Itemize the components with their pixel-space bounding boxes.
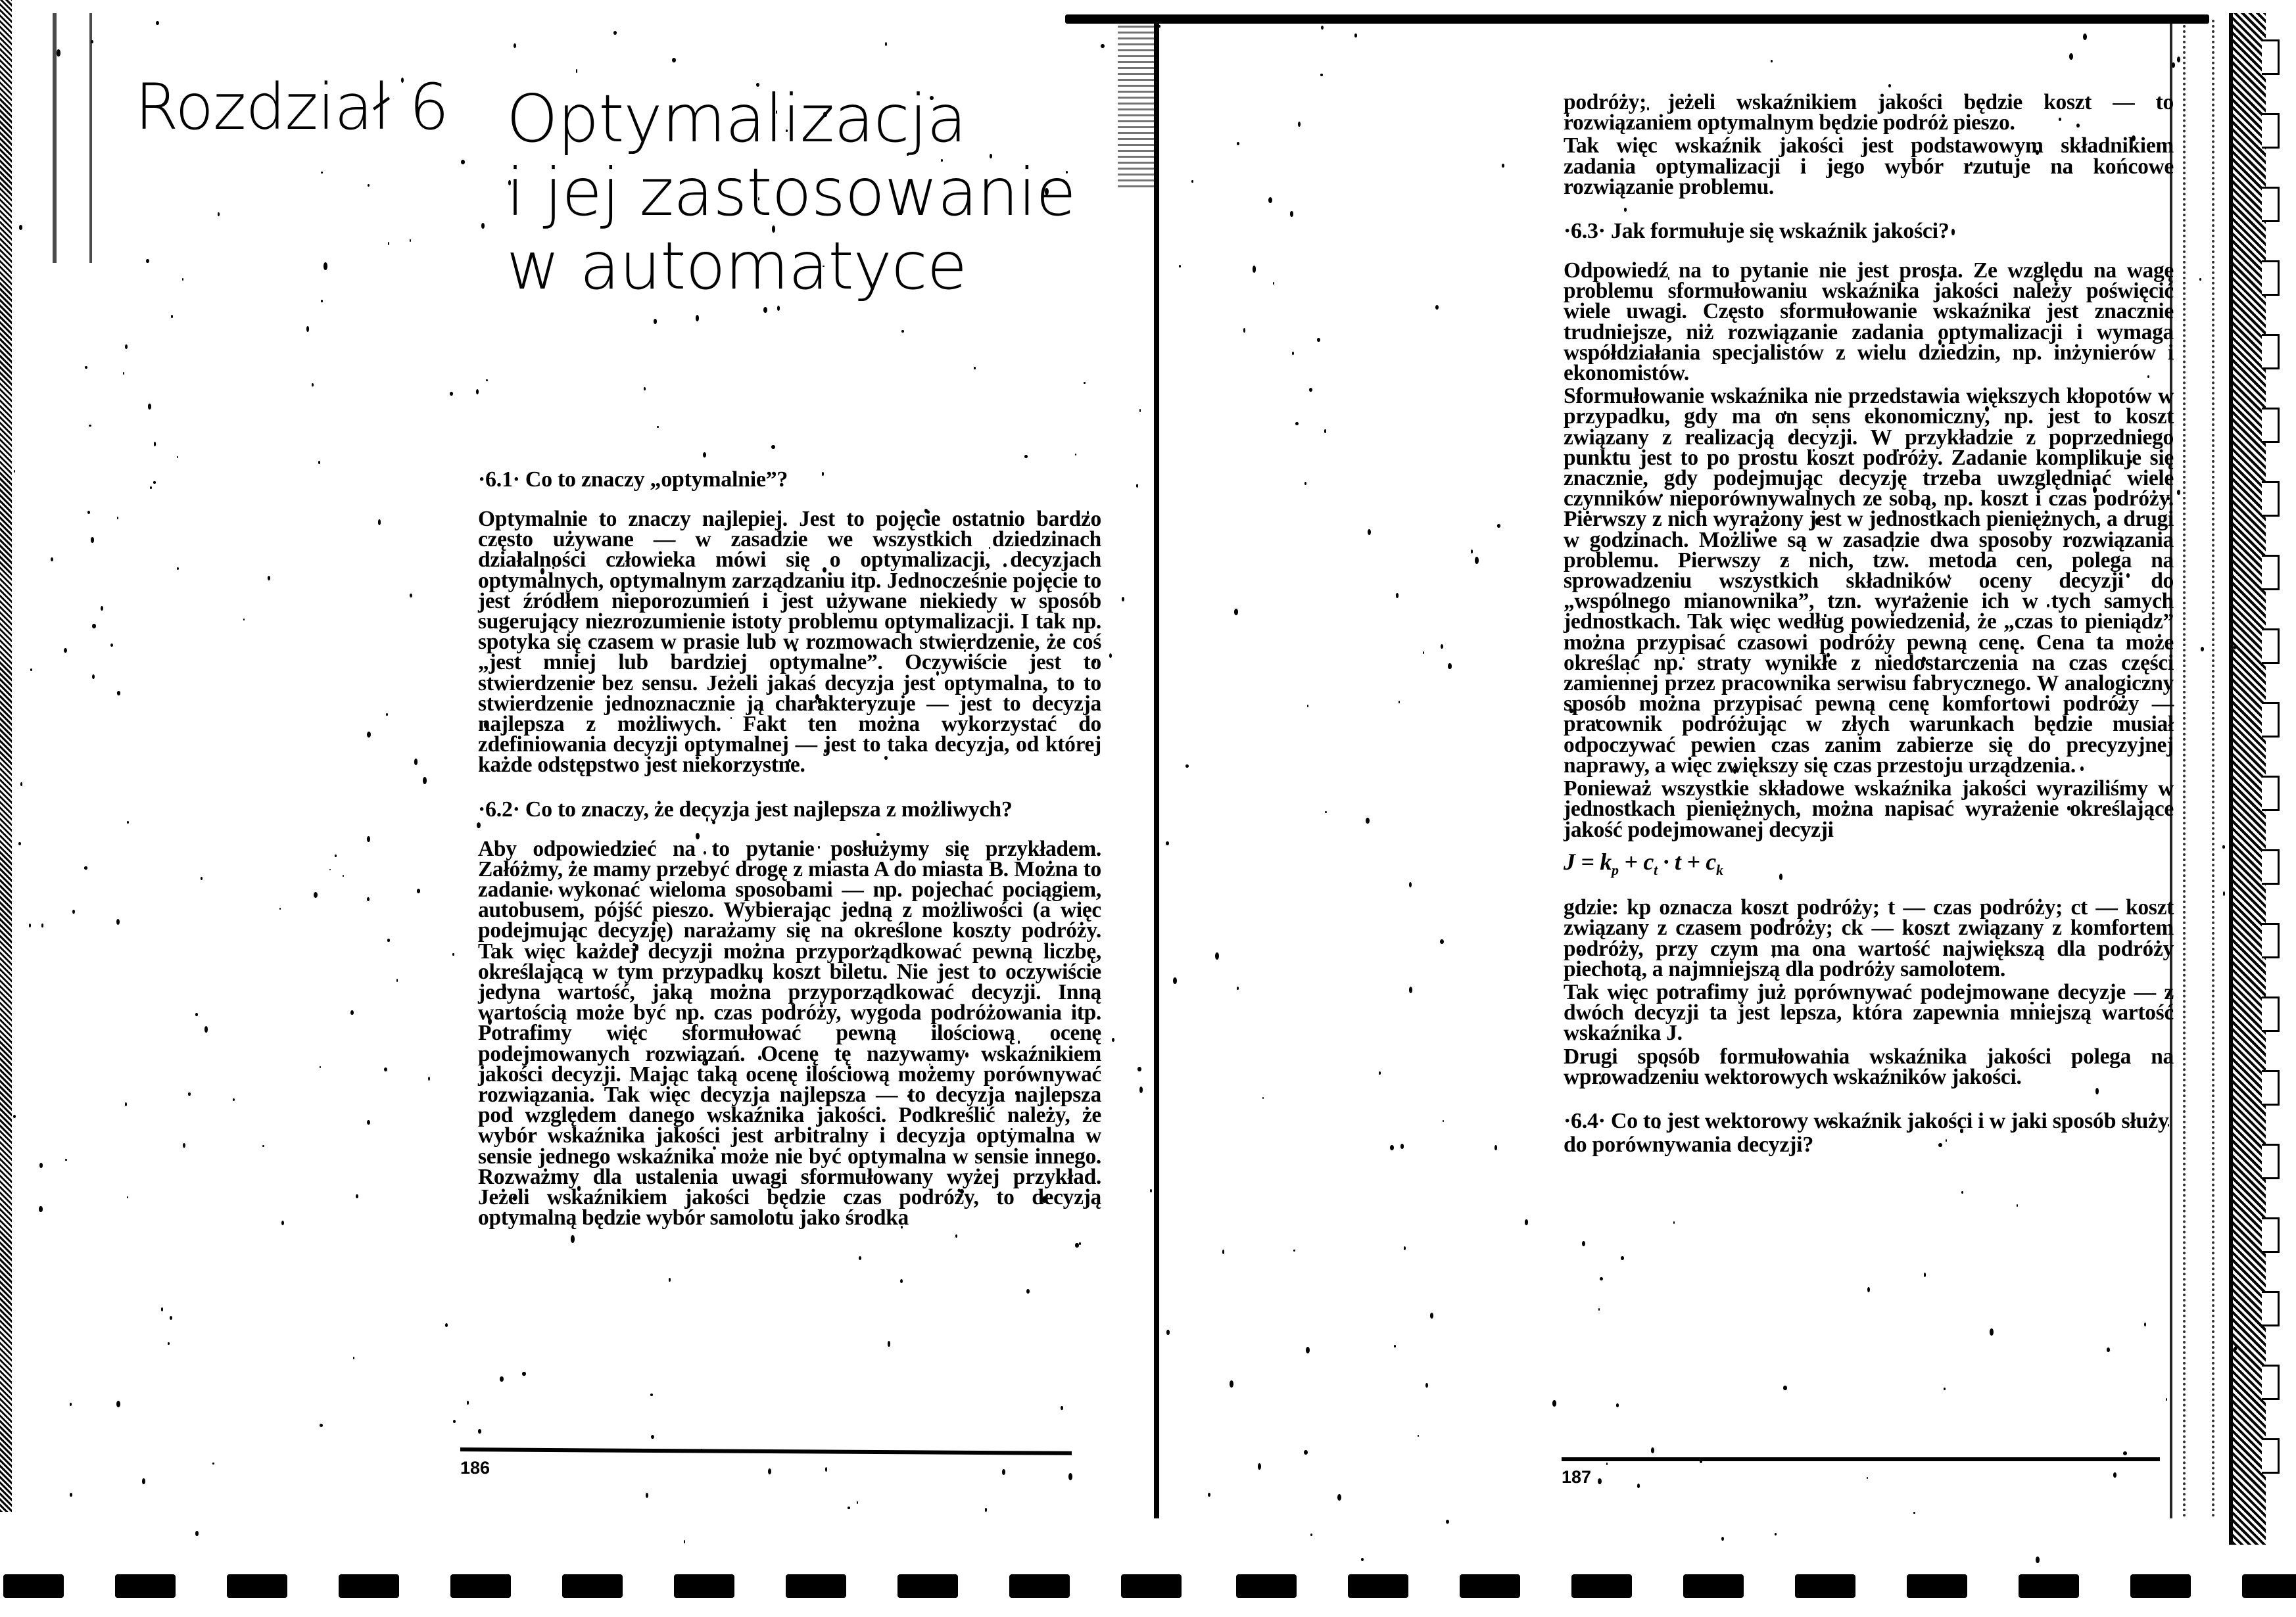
film-block <box>227 1574 287 1598</box>
index-tab <box>2262 187 2280 222</box>
section-heading-6-2: ·6.2· Co to znaczy, że decyzja jest najlepsza z możliwych? <box>478 797 1013 822</box>
paragraph: Drugi sposób formułowania wskaźnika jakości polega na wprowadzeniu wektorowych wskaźników jakości. <box>1564 1044 2174 1089</box>
footer-rule <box>1562 1457 2160 1461</box>
index-tab <box>2262 1144 2280 1179</box>
spine-shadow <box>1118 20 1156 191</box>
section-heading-6-3: ·6.3· Jak formułuje się wskaźnik jakości? <box>1564 219 1949 244</box>
index-tab <box>2262 555 2280 590</box>
film-block <box>897 1574 958 1598</box>
paragraph: Aby odpowiedzieć na to pytanie posłużymy się przykładem. Załóżmy, że mamy przebyć drogę z miasta A do miasta B. Można to zadanie wykonać wieloma sposobami — np. pojechać pociągiem, autobusem, pójść pieszo. Wybierając jedną z możliwości (a więc podejmując decyzję) narażamy się na określone koszty podróży. Tak więc każdej decyzji można przyporządkować pewną liczbę, określającą w tym przypadku koszt biletu. Nie jest to oczywiście jedyna wartość, jaką można przyporządkować decyzji. Inną wartością może być np. czas podróży, wygoda podróżowania itp. Potrafimy więc sformułować pewną ilościową ocenę podejmowanych rozwiązań. Ocenę tę nazywamy wskaźnikiem jakości decyzji. Mając taką ocenę ilościową możemy porównywać rozwiązania. Tak więc decyzja najlepsza — to decyzja najlepsza pod względem danego wskaźnika jakości. Podkreślić należy, że wybór wskaźnika jakości jest arbitralny i decyzja optymalna w sensie jednego wskaźnika może nie być optymalna w sensie innego. Rozważmy dla ustalenia uwagi sformułowany wyżej przykład. Jeżeli wskaźnikiem jakości będzie czas podróży, to decyzją optymalną będzie wybór samolotu jako środka <box>478 836 1101 1230</box>
scan-right-binding <box>2229 13 2266 1545</box>
paragraph: Tak więc wskaźnik jakości jest podstawowym składnikiem zadania optymalizacji i jego wybór rzutuje na końcowe rozwiązanie problemu. <box>1564 133 2174 199</box>
chapter-title-line: Optymalizacja <box>506 80 967 157</box>
scan-top-border <box>1065 14 2209 24</box>
index-tab <box>2262 702 2280 738</box>
film-block <box>1348 1574 1408 1598</box>
page-number: 186 <box>460 1458 490 1478</box>
index-tab <box>2262 996 2280 1032</box>
section-heading-6-1: ·6.1· Co to znaczy „optymalnie”? <box>478 467 788 492</box>
index-tab <box>2262 260 2280 296</box>
film-block <box>3 1574 64 1598</box>
chapter-title-line: w automatyce <box>506 227 967 304</box>
left-text-column <box>478 468 1101 1229</box>
film-block <box>1683 1574 1744 1598</box>
page-number: 187 <box>1562 1467 1592 1487</box>
index-tab <box>2262 1217 2280 1253</box>
paragraph: podróży; jeżeli wskaźnikiem jakości będzie koszt — to rozwiązaniem optymalnym będzie podróż pieszo. <box>1564 90 2174 135</box>
scan-right-binding-lines <box>2183 20 2214 1518</box>
book-spine <box>1154 20 1159 1518</box>
film-block <box>1571 1574 1632 1598</box>
chapter-title-line: i jej zastosowanie <box>506 154 1076 231</box>
film-block <box>562 1574 623 1598</box>
film-block <box>1236 1574 1297 1598</box>
film-block <box>1121 1574 1182 1598</box>
index-tab <box>2262 113 2280 149</box>
scan-bottom-film-blocks <box>0 1574 2296 1598</box>
film-block <box>1009 1574 1070 1598</box>
paragraph: Ponieważ wszystkie składowe wskaźnika jakości wyraziliśmy w jednostkach pieniężnych, można napisać wyrażenie określające jakość podejmowanej decyzji <box>1564 776 2174 842</box>
index-tab <box>2262 628 2280 664</box>
index-tab <box>2262 849 2280 885</box>
paragraph: Tak więc potrafimy już porównywać podejmowane decyzje — z dwóch decyzji ta jest lepsza, która zapewnia mniejszą wartość wskaźnika J. <box>1564 979 2174 1046</box>
index-tab <box>2262 1291 2280 1326</box>
index-tab <box>2262 481 2280 517</box>
film-block <box>2019 1574 2079 1598</box>
index-tab <box>2262 1070 2280 1106</box>
scan-left-edge-noise <box>0 0 12 1512</box>
index-tabs <box>2262 39 2282 1512</box>
film-block <box>1795 1574 1855 1598</box>
index-tab <box>2262 923 2280 958</box>
index-tab <box>2262 1365 2280 1400</box>
paragraph: gdzie: kp oznacza koszt podróży; t — czas podróży; ct — koszt związany z czasem podróży; ck — koszt związany z komfortem podróży, przy czym ma ona wartość największą dla podróży piechotą, a najmniejszą dla podróży samolotem. <box>1564 895 2174 981</box>
film-block <box>339 1574 399 1598</box>
index-tab <box>2262 39 2280 75</box>
paragraph: Optymalnie to znaczy najlepiej. Jest to pojęcie ostatnio bardzo często używane — w zasadzie we wszystkich dziedzinach działalności człowieka mówi się o optymalizacji, decyzjach optymalnych, optymalnym zarządzaniu itp. Jednocześnie pojęcie to jest źródłem nieporozumień i jest używane niekiedy w sposób sugerujący niezrozumienie istoty problemu optymalizacji. I tak np. spotyka się czasem w prasie lub w rozmowach stwierdzenie, że coś „jest mniej lub bardziej optymalne”. Oczywiście jest to stwierdzenie bez sensu. Jeżeli jakaś decyzja jest optymalna, to to stwierdzenie jednoznacznie ją charakteryzuje — jest to decyzja najlepsza z możliwych. Fakt ten można wykorzystać do zdefiniowania decyzji optymalnej — jest to taka decyzja, od której każde odstępstwo jest niekorzystne. <box>478 507 1101 778</box>
film-block <box>1460 1574 1520 1598</box>
paragraph: Odpowiedź na to pytanie nie jest prosta. Ze względu na wagę problemu sformułowaniu wskaźnika jakości należy poświęcić wiele uwagi. Często sformułowanie wskaźnika jest znacznie trudniejsze, niż rozwiązanie zadania optymalizacji i wymaga współdziałania specjalistów z wielu dziedzin, np. inżynierów i ekonomistów. <box>1564 258 2174 386</box>
right-text-column <box>1564 92 2174 1157</box>
film-block <box>1907 1574 1967 1598</box>
film-block <box>786 1574 846 1598</box>
film-block <box>115 1574 176 1598</box>
section-heading-6-4: ·6.4· Co to jest wektorowy wskaźnik jakości i w jaki sposób służy do porównywania decyzji? <box>1564 1108 2169 1157</box>
film-block <box>450 1574 511 1598</box>
index-tab <box>2262 1438 2280 1474</box>
footer-rule <box>460 1447 1072 1455</box>
chapter-label: Rozdział 6 <box>135 70 449 144</box>
paragraph: Sformułowanie wskaźnika nie przedstawia większych kłopotów w przypadku, gdy ma on sens ekonomiczny, np. jest to koszt związany z realizacją decyzji. W przykładzie z poprzedniego punktu jest to po prostu koszt podróży. Zadanie komplikuje się znacznie, gdy podejmując decyzję trzeba uwzględniać wiele czynników nieporównywalnych ze sobą, np. koszt i czas podróży. Pierwszy z nich wyrażony jest w jednostkach pieniężnych, a drugi w godzinach. Możliwe są w zasadzie dwa sposoby rozwiązania problemu. Pierwszy z nich, tzw. metoda cen, polega na sprowadzeniu wszystkich składników oceny decyzji do „wspólnego mianownika”, tzn. wyrażenie ich w tych samych jednostkach. Tak więc według powiedzenia, że „czas to pieniądz” można przypisać czasowi podróży pewną cenę. Cena ta może określać np. straty wynikłe z niedostarczenia na czas części zamiennej przez pracownika serwisu fabrycznego. W analogiczny sposób można przypisać pewną cenę komfortowi podróży — pracownik podróżując w złych warunkach będzie musiał odpoczywać pewien czas zanim zabierze się do precyzyjnej naprawy, a więc zwiększy się czas przestoju urządzenia. <box>1564 384 2174 778</box>
film-block <box>2242 1574 2296 1598</box>
index-tab <box>2262 776 2280 811</box>
index-tab <box>2262 408 2280 443</box>
film-block <box>674 1574 734 1598</box>
index-tab <box>2262 334 2280 369</box>
quality-index-formula: $J = k_p + c_t \cdot t + c_k$ <box>1564 848 1723 878</box>
chapter-title <box>506 82 1076 303</box>
film-block <box>2130 1574 2191 1598</box>
